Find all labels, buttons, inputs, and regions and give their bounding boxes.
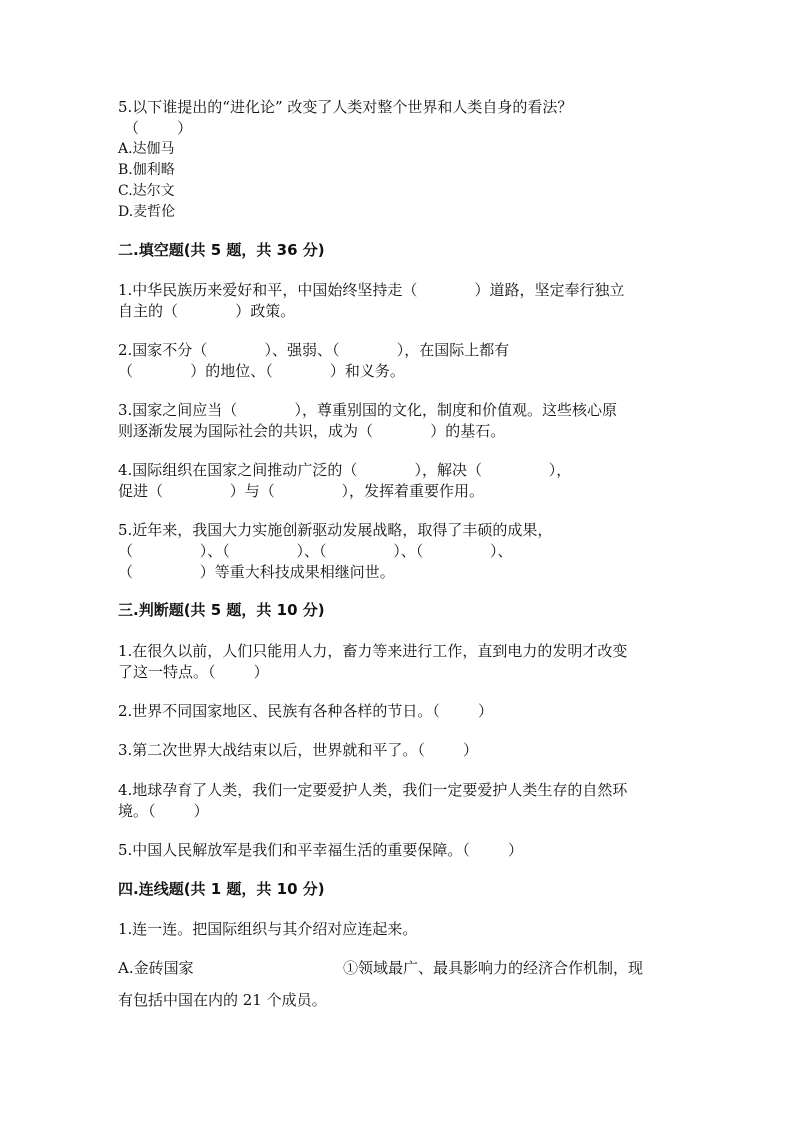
- fill-q4-line1: 4.国际组织在国家之间推动广泛的（ ），解决（ ），: [118, 461, 572, 479]
- fill-q4-line2: 促进（ ）与（ ），发挥着重要作用。: [118, 482, 485, 500]
- option-a: A.达伽马: [118, 141, 175, 157]
- fill-q2-line2: （ ）的地位、（ ）和义务。: [118, 362, 405, 380]
- tf-q1-line1: 1.在很久以前，人们只能用人力，畜力等来进行工作，直到电力的发明才改变: [118, 642, 628, 660]
- fill-q5-line2: （ ）、（ ）、（ ）、（ ）、: [118, 542, 513, 560]
- fill-q5-line1: 5.近年来，我国大力实施创新驱动发展战略，取得了丰硕的成果，: [118, 521, 553, 539]
- tf-q2: 2.世界不同国家地区、民族有各种各样的节日。（ ）: [118, 702, 493, 720]
- match-item-a: A.金砖国家: [118, 959, 194, 977]
- fill-q5-line3: （ ）等重大科技成果相继问世。: [118, 563, 395, 581]
- section-heading-true-false: 三.判断题(共 5 题，共 10 分): [118, 601, 325, 619]
- match-desc-1-line2: 有包括中国在内的 21 个成员。: [118, 991, 327, 1009]
- fill-q1-line2: 自主的（ ）政策。: [118, 302, 296, 320]
- fill-q1-line1: 1.中华民族历来爱好和平，中国始终坚持走（ ）道路，坚定奉行独立: [118, 281, 625, 299]
- section-heading-fill-blank: 二.填空题(共 5 题，共 36 分): [118, 241, 325, 259]
- fill-q3-line1: 3.国家之间应当（ ），尊重别国的文化，制度和价值观。这些核心原: [118, 401, 618, 419]
- tf-q3: 3.第二次世界大战结束以后，世界就和平了。（ ）: [118, 741, 478, 759]
- option-d: D.麦哲伦: [118, 204, 176, 220]
- tf-q1-line2: 了这一特点。（ ）: [118, 663, 269, 681]
- tf-q5: 5.中国人民解放军是我们和平幸福生活的重要保障。（ ）: [118, 841, 523, 859]
- tf-q4-line1: 4.地球孕育了人类，我们一定要爱护人类，我们一定要爱护人类生存的自然环: [118, 781, 628, 799]
- tf-q4-line2: 境。（ ）: [118, 802, 209, 820]
- match-q1: 1.连一连。把国际组织与其介绍对应连起来。: [118, 920, 418, 938]
- match-desc-1-line1: ①领域最广、最具影响力的经济合作机制，现: [343, 959, 644, 977]
- answer-blank: （ ）: [124, 119, 193, 137]
- fill-q2-line1: 2.国家不分（ ）、强弱、（ ），在国际上都有: [118, 341, 510, 359]
- section-heading-matching: 四.连线题(共 1 题，共 10 分): [118, 880, 325, 898]
- fill-q3-line2: 则逐渐发展为国际社会的共识，成为（ ）的基石。: [118, 422, 506, 440]
- option-b: B.伽利略: [118, 162, 175, 178]
- question-stem: 5.以下谁提出的“进化论” 改变了人类对整个世界和人类自身的看法？: [118, 98, 573, 116]
- option-c: C.达尔文: [118, 183, 175, 199]
